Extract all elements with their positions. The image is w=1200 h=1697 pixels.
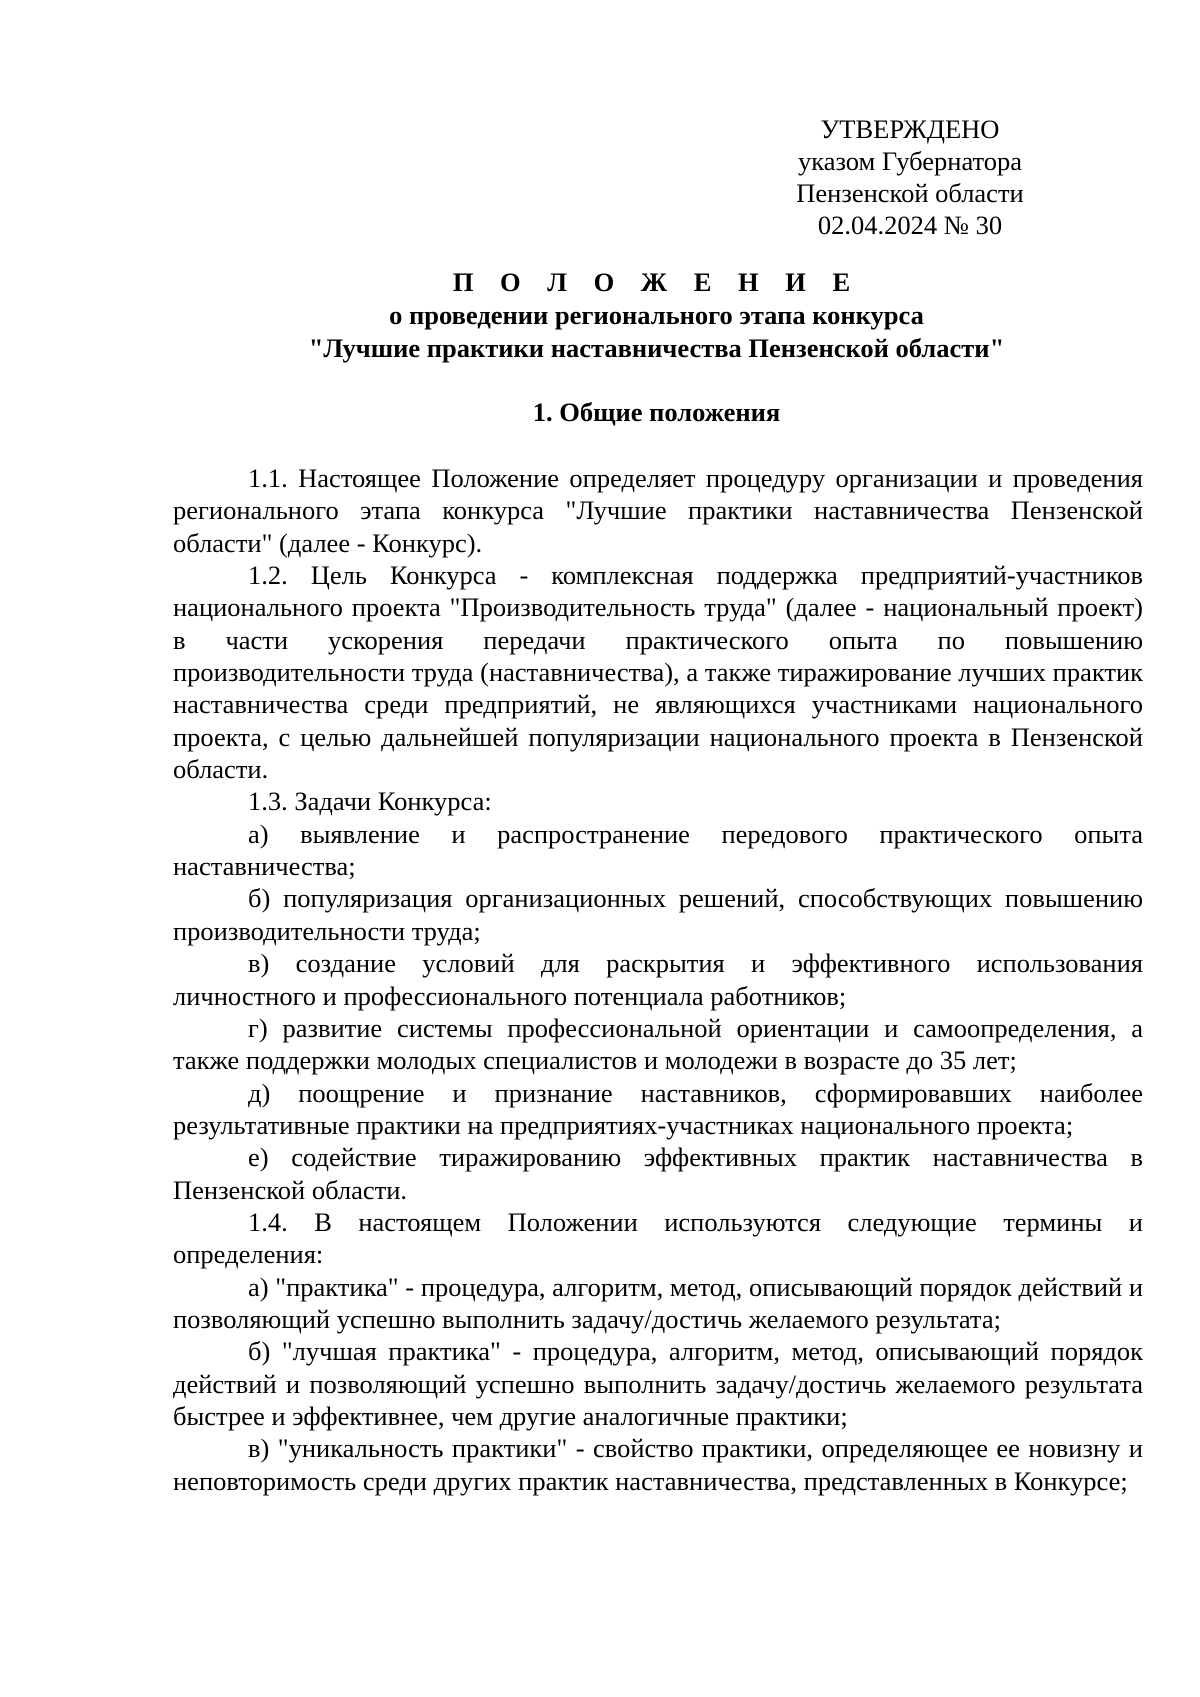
paragraph-1-4: 1.4. В настоящем Положении используются следующие термины и определения: [173, 1206, 1143, 1270]
list-item-b: б) популяризация организационных решений, способствующих повышению производительности труда; [173, 883, 1143, 946]
list-item-a: а) выявление и распространение передового практического опыта наставничества; [173, 818, 1143, 882]
paragraph-1-1: 1.1. Настоящее Положение определяет процедуру организации и проведения регионального этапа конкурса "Лучшие практики наставничества Пензенской области" (далее - Конкурс). [173, 463, 1143, 558]
list-item-g: г) развитие системы профессиональной ориентации и самоопределения, а также поддержки молодых специалистов и молодежи в возрасте до 35 лет; [173, 1012, 1143, 1076]
approval-line-region: Пензенской области [796, 178, 1024, 208]
definition-b: б) "лучшая практика" - процедура, алгоритм, метод, описывающий порядок действий и позволяющий успешно выполнить задачу/достичь желаемого результата быстрее и эффективнее, чем другие аналогичные практики; [173, 1336, 1143, 1431]
document-body [173, 462, 1143, 1497]
paragraph-1-2: 1.2. Цель Конкурса - комплексная поддержка предприятий-участников национального проекта "Производительность труда" (далее - национальный проект) в части ускорения передачи практического опыта по повышению производительности труда (наставничества), а также тиражирование лучших практик наставничества среди предприятий, не являющихся участниками национального проекта, с целью дальнейшей популяризации национального проекта в Пензенской области. [173, 560, 1143, 785]
title-subtitle-2: "Лучшие практики наставничества Пензенской области" [308, 333, 1005, 363]
list-item-v: в) создание условий для раскрытия и эффективного использования личностного и профессионального потенциала работников; [173, 948, 1143, 1011]
definition-a: а) "практика" - процедура, алгоритм, метод, описывающий порядок действий и позволяющий успешно выполнить задачу/достичь желаемого результата; [173, 1271, 1143, 1334]
approval-stamp [770, 113, 1050, 241]
title-subtitle-1: о проведении регионального этапа конкурса [389, 300, 924, 330]
definition-v: в) "уникальность практики" - свойство практики, определяющее ее новизну и неповторимость среди других практик наставничества, представленных в Конкурсе; [173, 1433, 1143, 1496]
approval-line-approved: УТВЕРЖДЕНО [820, 114, 1000, 144]
document-title [170, 266, 1143, 365]
list-item-e: е) содействие тиражированию эффективных практик наставничества в Пензенской области. [173, 1142, 1143, 1205]
approval-line-decree: указом Губернатора [797, 146, 1023, 176]
section-heading: 1. Общие положения [532, 397, 781, 427]
title-heading: П О Л О Ж Е Н И Е [452, 267, 861, 297]
approval-line-date-number: 02.04.2024 № 30 [817, 210, 1003, 240]
list-item-d: д) поощрение и признание наставников, сформировавших наиболее результативные практики на предприятиях-участниках национального проекта; [173, 1077, 1143, 1140]
paragraph-1-3: 1.3. Задачи Конкурса: [248, 786, 492, 817]
